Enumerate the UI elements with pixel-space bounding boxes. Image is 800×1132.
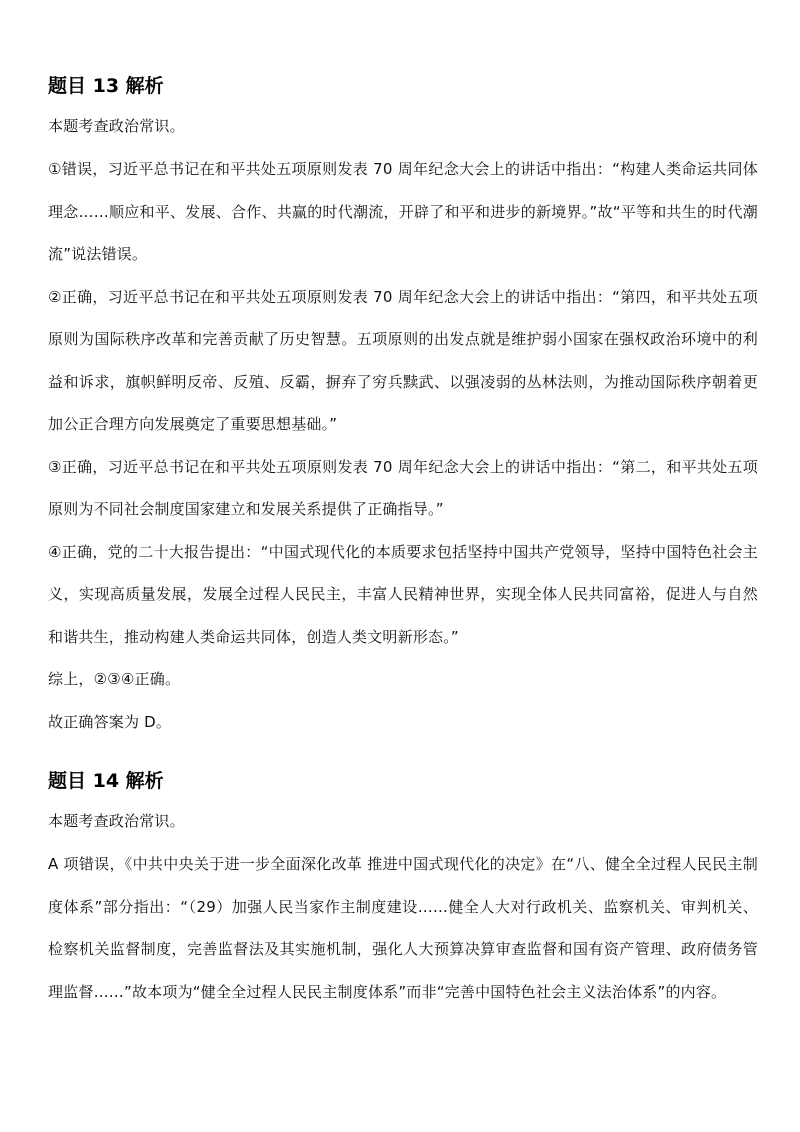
paragraph: 故正确答案为 D。 — [48, 712, 172, 731]
paragraph: ②正确，习近平总书记在和平共处五项原则发表 70 周年纪念大会上的讲话中指出：“第四，和平共处五项原则为国际秩序改革和完善贡献了历史智慧。五项原则的出发点就是维护弱小国家在强权政治环境中的利益和诉求，旗帜鲜明反帝、反殖、反霸，摒弃了穷兵黩武、以强凌弱的丛林法则，为推动国际秩序朝着更加公正合理方向发展奠定了重要思想基础。” — [48, 287, 758, 433]
document-page — [48, 72, 758, 1013]
question-14-analysis — [48, 767, 758, 1013]
paragraph: ③正确，习近平总书记在和平共处五项原则发表 70 周年纪念大会上的讲话中指出：“第二，和平共处五项原则为不同社会制度国家建立和发展关系提供了正确指导。” — [48, 457, 758, 518]
paragraph: 综上，②③④正确。 — [48, 670, 181, 688]
paragraph: ④正确，党的二十大报告提出：“中国式现代化的本质要求包括坚持中国共产党领导，坚持中国特色社会主义，实现高质量发展，发展全过程人民民主，丰富人民精神世界，实现全体人民共同富裕，促进人与自然和谐共生，推动构建人类命运共同体，创造人类文明新形态。” — [48, 542, 758, 646]
paragraph: 本题考查政治常识。 — [48, 117, 185, 135]
section-title: 题目 14 解析 — [48, 770, 164, 792]
paragraph: ①错误，习近平总书记在和平共处五项原则发表 70 周年纪念大会上的讲话中指出：“构建人类命运共同体理念……顺应和平、发展、合作、共赢的时代潮流，开辟了和平和进步的新境界。”故“平等和共生的时代潮流”说法错误。 — [48, 160, 758, 263]
paragraph: 本题考查政治常识。 — [48, 812, 185, 830]
paragraph: A 项错误，《中共中央关于进一步全面深化改革 推进中国式现代化的决定》在“八、健全全过程人民民主制度体系”部分指出：“（29）加强人民当家作主制度建设……健全人大对行政机关、监察机关、审判机关、检察机关监督制度，完善监督法及其实施机制，强化人大预算决算审查监督和国有资产管理、政府债务管理监督……”故本项为“健全全过程人民民主制度体系”而非“完善中国特色社会主义法治体系”的内容。 — [48, 855, 758, 1001]
section-title: 题目 13 解析 — [48, 75, 164, 97]
question-13-analysis — [48, 72, 758, 743]
